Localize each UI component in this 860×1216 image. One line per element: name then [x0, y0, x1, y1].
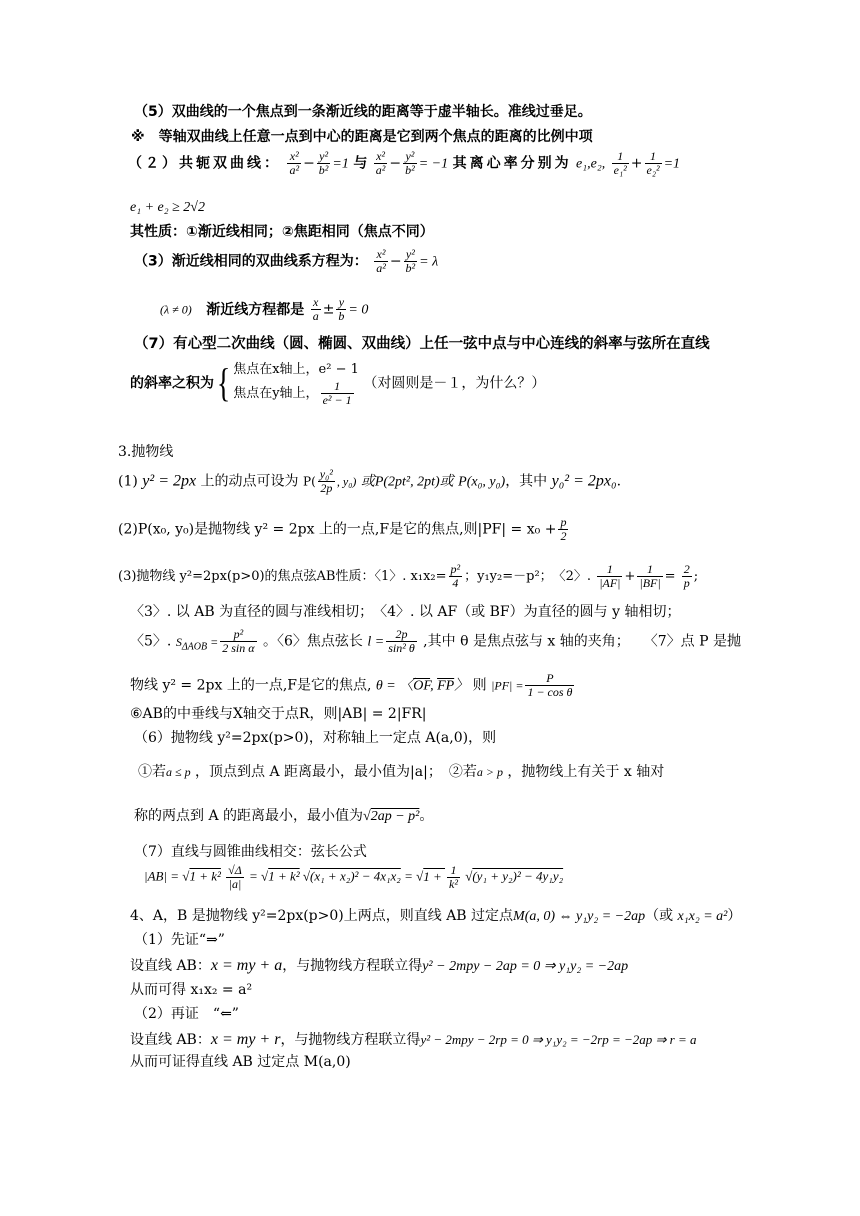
line-properties: 其性质：①渐近线相同；②焦距相同（焦点不同）	[130, 224, 434, 240]
line-equilateral-hyperbola: ※ 等轴双曲线上任意一点到中心的距离是它到两个焦点的距离的比例中项	[131, 129, 593, 145]
line-asymptote-equation: (λ ≠ 0) 渐近线方程都是 $\frac{x}{a}$ ± $\frac{y}{b}$ = 0	[160, 295, 369, 324]
line-perpendicular-bisector: ⑥AB的中垂线与X轴交于点R，则|AB| = 2|FR|	[130, 706, 427, 722]
line-chord-length-title: （7）直线与圆锥曲线相交：弦长公式	[134, 844, 367, 860]
line-proof-backward-step: 设直线 AB：x = my + r，与抛物线方程联立得y² − 2mpy − 2rp = 0 ⇒ y₁y₂ = −2rp = −2ap ⇒ r = a	[130, 1031, 697, 1048]
line-focal-chord-circles: 〈3〉. 以 AB 为直径的圆与准线相切； 〈4〉. 以 AF（或 BF）为直径的圆与 y 轴相切；	[130, 604, 681, 620]
line-focal-angle: 物线 y² = 2px 上的一点,F是它的焦点, θ = 〈$\overline{OF}$, $\overline{FP}$〉 则 |PF| = $\frac{P}{\text{1 − cos θ}}$	[130, 671, 573, 700]
section-parabola: 3.抛物线	[118, 444, 174, 460]
line-focal-chord-length: 〈5〉. $S_{\Delta AOB}$ = $\frac{\text{p²}}{\text{2 sin α}}$ 。〈6〉焦点弦长 l = $\frac{2p}{\text{sin² θ}}$ ,其中 θ 是焦点弦与 x 轴的夹角； 〈7〉点 P 是抛	[130, 627, 741, 656]
line-proof-forward: （1）先证“⇒”	[134, 932, 225, 948]
line-central-conic: （7）有心型二次曲线（圆、椭圆、双曲线）上任一弦中点与中心连线的斜率与弦所在直线	[134, 336, 710, 352]
line-min-distance-value: 称的两点到 A 的距离最小，最小值为√2ap − p²。	[134, 808, 434, 824]
line-parabola-point: (1) y² = 2px 上的动点可设为 P( $\frac{\text{y₀²}}{2p}$ , y₀) 或P(2pt², 2pt)或 P(x₀, y₀)，其中 y₀² = 2px₀.	[118, 467, 622, 496]
line-proof-backward: （2）再证 “⇐”	[134, 1006, 239, 1022]
line-fixed-point-theorem: 4、A，B 是抛物线 y²=2px(p>0)上两点，则直线 AB 过定点M(a, 0) ⇔ y₁y₂ = −2ap（或 x₁x₂ = a²）	[130, 908, 742, 924]
line-slope-product: 的斜率之积为{ 焦点在x轴上，e² − 1 焦点在y轴上， $\frac{1}{\text{e² − 1}}$ （对圆则是－１，为什么？）	[130, 360, 546, 407]
line-hyperbola-focus-asymptote: （5）双曲线的一个焦点到一条渐近线的距离等于虚半轴长。准线过垂足。	[134, 104, 592, 120]
line-asymptote-family: （3）渐近线相同的双曲线系方程为： $\frac{\text{x²}}{\text{a²}}$ − $\frac{\text{y²}}{\text{b²}}$ = λ	[134, 247, 439, 276]
line-eccentricity-sum: e₁ + e₂ ≥ 2√2	[130, 200, 205, 215]
line-focal-radius: (2)P(x₀, y₀)是抛物线 y² = 2px 上的一点,F是它的焦点,则|PF| = x₀ + $\frac{p}{2}$	[118, 515, 567, 544]
line-proof-backward-conclusion: 从而可证得直线 AB 过定点 M(a,0)	[130, 1054, 351, 1070]
line-proof-forward-step: 设直线 AB：x = my + a，与抛物线方程联立得y² − 2mpy − 2ap = 0 ⇒ y₁y₂ = −2ap	[130, 957, 629, 974]
line-min-distance-cases: ①若a ≤ p ，顶点到点 A 距离最小，最小值为|a|； ②若a > p ，抛物线上有关于 x 轴对	[138, 764, 665, 780]
line-conjugate-hyperbola: （２）共轭双曲线： $\frac{\text{x²}}{\text{a²}}$ − $\frac{\text{y²}}{\text{b²}}$ =1 与 $\frac{\text{x²}}{\text{a²}}$ − $\frac{\text{y²}}{\text{b²}}$ = −1 其离心率分别为 e₁,e₂, $\frac{1}{\text{e₁²}}$ + $\frac{1}{\text{e₂²}}$ =1	[128, 149, 681, 178]
line-axis-point: （6）抛物线 y²=2px(p>0)，对称轴上一定点 A(a,0)，则	[134, 730, 497, 746]
chord-length-formula: |AB| = √1 + k² $\frac{√\Delta}{|a|}$ = √1 + k² √(x₁ + x₂)² − 4x₁x₂ = √1 + $\frac{1}{\text{k²}}$ √(y₁ + y₂)² − 4y₁y₂	[144, 863, 564, 892]
line-focal-chord: (3)抛物线 y²=2px(p>0)的焦点弦AB性质：〈1〉. x₁x₂= $\frac{\text{p²}}{4}$ ；y₁y₂=－p²； 〈2〉. $\frac{1}{|AF|}$ + $\frac{1}{|BF|}$ = $\frac{2}{p}$ ;	[118, 562, 699, 591]
line-proof-forward-conclusion: 从而可得 x₁x₂ = a²	[130, 982, 253, 998]
